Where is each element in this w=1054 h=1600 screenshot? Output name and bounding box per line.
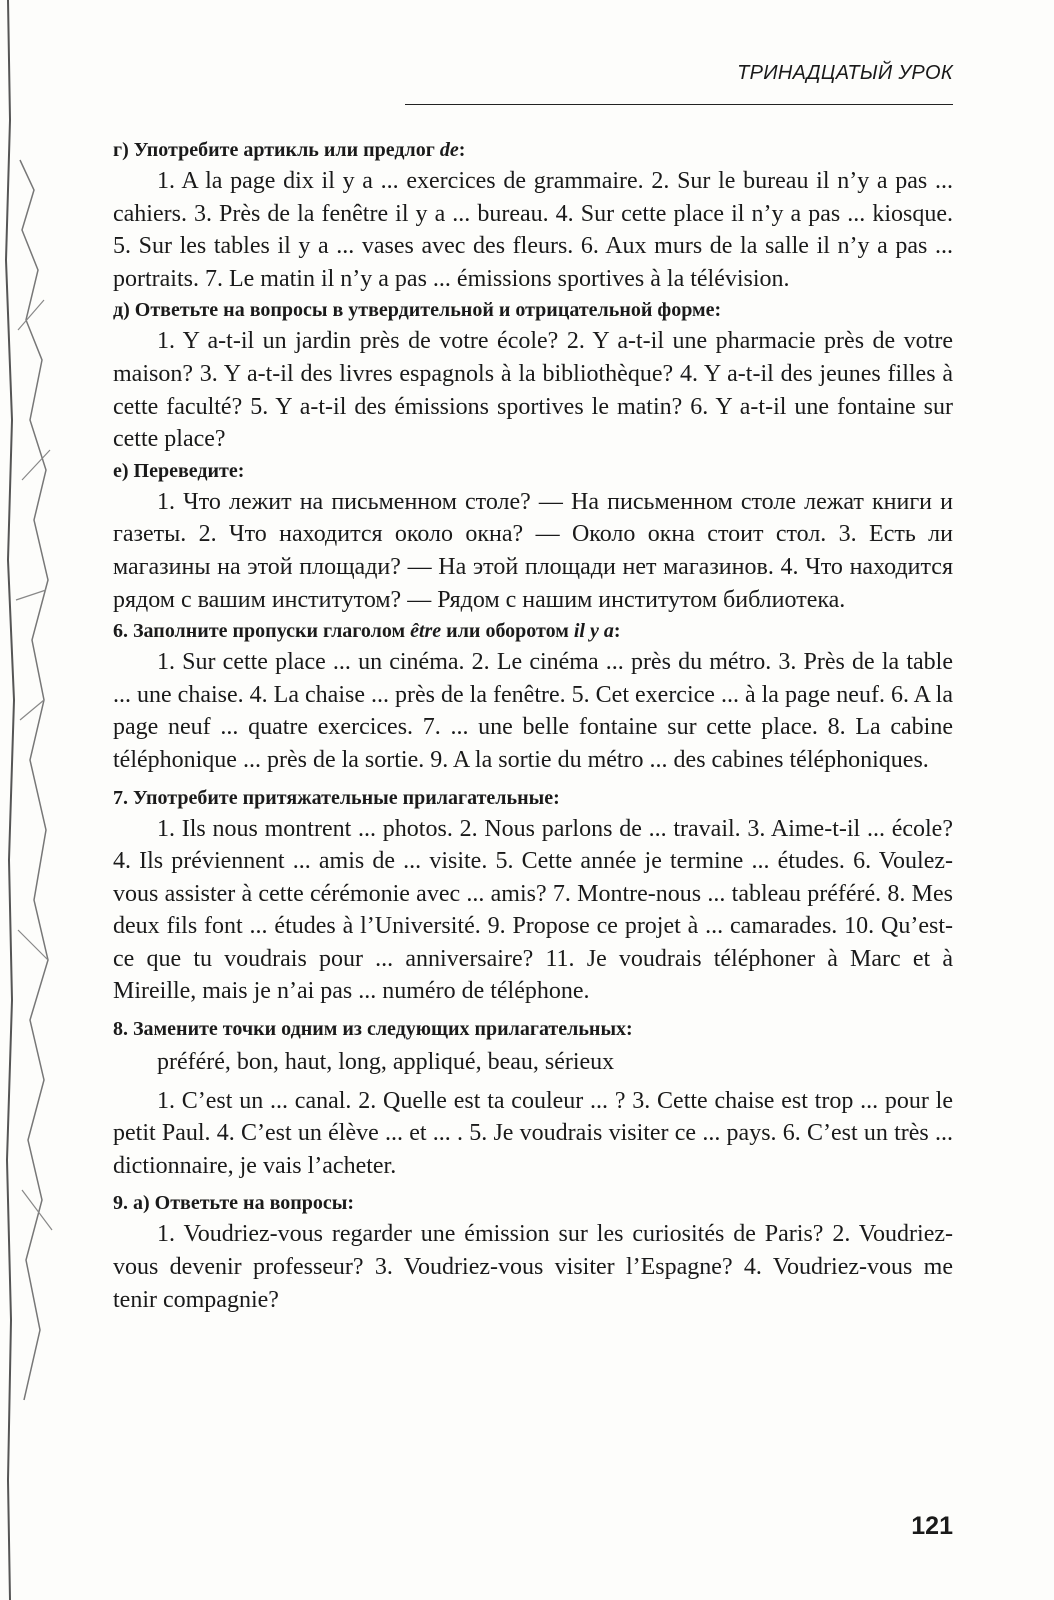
exercise-7-text: 1. Ils nous montrent ... photos. 2. Nous parlons de ... travail. 3. Aime-t-il ... école? 4. Ils préviennent ... amis de ... visite. 5. Cette année je termine ... études. 6. Voulez-vous assister à cette cérémonie avec ... amis? 7. Montre-nous ... tableau préféré. 8. Mes deux fils font ... études à l’Université. 9. Propose ce projet à ... camarades. 10. Qu’est-ce que tu voudrais pour ... anniversaire? 11. Je voudrais téléphoner à Marc et à Mireille, mais je n’ai pas ... numéro de téléphone. — [113, 815, 953, 1005]
exercise-e-heading: е) Переведите: — [113, 459, 245, 482]
exercise-d-heading: д) Ответьте на вопросы в утвердительной и отрицательной форме: — [113, 299, 722, 322]
exercise-8-word-list: préféré, bon, haut, long, appliqué, beau, sérieux — [157, 1049, 615, 1076]
exercise-g-text: 1. A la page dix il y a ... exercices de grammaire. 2. Sur le bureau il n’y a pas ... cahiers. 3. Près de la fenêtre il y a ... bureau. 4. Sur cette place il n’y a pas ... kiosque. 5. Sur les tables il y a ... vases avec des fleurs. 6. Aux murs de la salle il n’y a pas ... portraits. 7. Le matin il n’y a pas ... émissions sportives à la télévision. — [113, 168, 953, 292]
exercise-6-text: 1. Sur cette place ... un cinéma. 2. Le cinéma ... près du métro. 3. Près de la table ... une chaise. 4. La chaise ... près de la fenêtre. 5. Cet exercice ... à la page neuf. 6. A la page neuf ... quatre exercices. 7. ... une belle fontaine sur cette place. 8. La cabine téléphonique ... près de la sortie. 9. A la sortie du métro ... des cabines téléphoniques. — [113, 649, 953, 773]
exercise-9-heading: 9. а) Ответьте на вопросы: — [113, 1192, 355, 1215]
exercise-7-heading: 7. Употребите притяжательные прилагательные: — [113, 786, 560, 809]
exercise-d-text: 1. Y a-t-il un jardin près de votre école? 2. Y a-t-il une pharmacie près de votre maison? 3. Y a-t-il des livres espagnols à la bibliothèque? 4. Y a-t-il des jeunes filles à cette faculté? 5. Y a-t-il des émissions sportives le matin? 6. Y a-t-il une fontaine sur cette place? — [113, 328, 953, 453]
exercise-9-text: 1. Voudriez-vous regarder une émission sur les curiosités de Paris? 2. Voudriez-vous devenir professeur? 3. Voudriez-vous visiter l’Espagne? 4. Voudriez-vous me tenir compagnie? — [113, 1221, 953, 1313]
exercise-8-text: 1. C’est un ... canal. 2. Quelle est ta couleur ... ? 3. Cette chaise est trop ... pour le petit Paul. 4. C’est un élève ... et ... . 5. Je voudrais visiter ce ... pays. 6. C’est un très ... dictionnaire, je vais l’acheter. — [113, 1087, 953, 1179]
torn-page-edge — [0, 0, 80, 1600]
exercise-g-heading: г) Употребите артикль или предлог de: — [113, 139, 466, 161]
exercise-6-heading: 6. Заполните пропуски глаголом être или оборотом il y a: — [113, 620, 621, 643]
page-number: 121 — [911, 1512, 953, 1540]
exercise-e-text: 1. Что лежит на письменном столе? — На письменном столе лежат книги и газеты. 2. Что находится около окна? — Около окна стоит стол. 3. Есть ли магазины на этой площади? — На этой площади нет магазинов. 4. Что находится рядом с вашим институтом? — Рядом с нашим институтом библиотека. — [113, 488, 953, 613]
header-rule — [405, 104, 953, 105]
running-header: ТРИНАДЦАТЫЙ УРОК — [737, 62, 953, 84]
exercise-8-heading: 8. Замените точки одним из следующих прилагательных: — [113, 1018, 633, 1041]
page-content — [113, 135, 953, 1316]
